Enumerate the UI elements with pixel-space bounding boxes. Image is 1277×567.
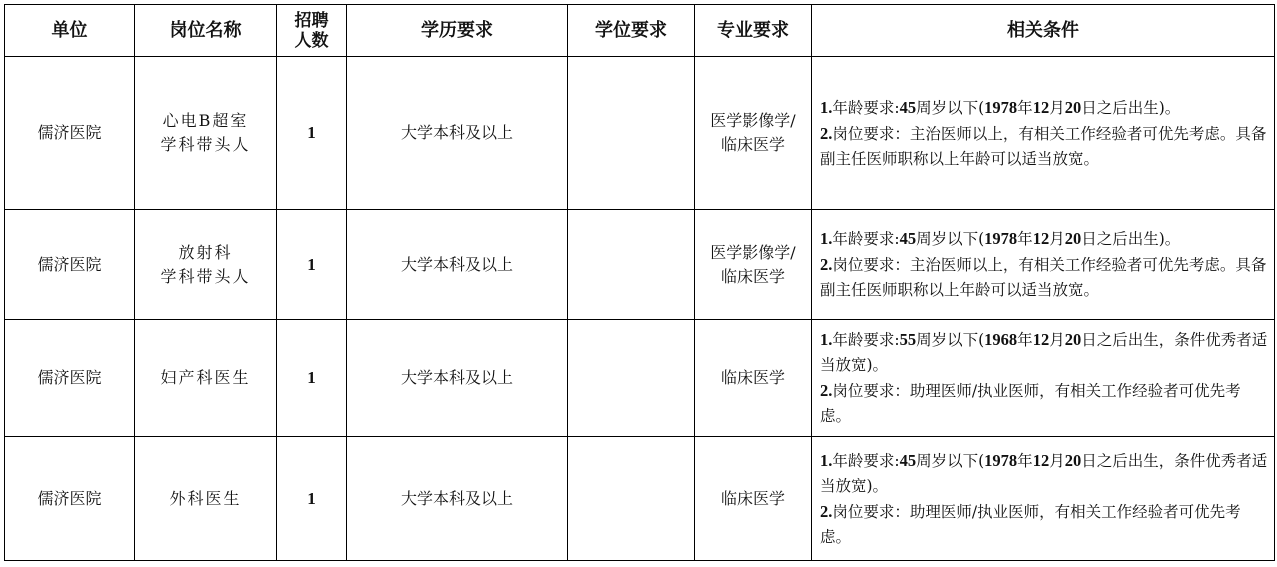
recruitment-table-wrapper: [4, 4, 1275, 561]
cell-conditions: [812, 320, 1275, 437]
cell-position: [135, 57, 277, 210]
condition-age: 1.年龄要求:45周岁以下(1978年12月20日之后出生)。: [820, 97, 1181, 117]
cell-degree: [568, 210, 695, 320]
major-line1: 医学影像学/: [710, 111, 796, 130]
recruitment-table: [4, 4, 1275, 561]
table-row: [5, 57, 1275, 210]
header-count: [277, 5, 347, 57]
major-line2: 临床医学: [720, 135, 785, 154]
table-body: [5, 57, 1275, 561]
cell-count: 1: [277, 57, 347, 210]
header-count-line2: 人数: [294, 30, 329, 51]
cell-major: [695, 57, 812, 210]
cell-count: 1: [277, 210, 347, 320]
condition-position: 2.岗位要求：主治医师以上，有相关工作经验者可优先考虑。具备副主任医师职称以上年龄可以适当放宽。: [820, 255, 1267, 299]
cell-position: 妇产科医生: [135, 320, 277, 437]
cell-degree: [568, 57, 695, 210]
cell-unit: 儒济医院: [5, 57, 135, 210]
position-line1: 放射科: [178, 242, 233, 262]
major-line2: 临床医学: [720, 266, 785, 286]
header-degree: 学位要求: [568, 5, 695, 57]
major-line1: 医学影像学/: [710, 242, 796, 262]
header-major: 专业要求: [695, 5, 812, 57]
condition-position: 2.岗位要求：助理医师/执业医师，有相关工作经验者可优先考虑。: [820, 501, 1241, 546]
table-header: [5, 5, 1275, 57]
table-row: [5, 437, 1275, 561]
condition-age: 1.年龄要求:55周岁以下(1968年12月20日之后出生，条件优秀者适当放宽)。: [820, 330, 1268, 374]
position-line2: 学科带头人: [160, 266, 251, 286]
cell-major: 临床医学: [695, 437, 812, 561]
table-row: [5, 320, 1275, 437]
cell-education: 大学本科及以上: [347, 210, 568, 320]
header-count-line1: 招聘: [294, 10, 329, 31]
header-position: 岗位名称: [135, 5, 277, 57]
cell-conditions: [812, 210, 1275, 320]
cell-unit: 儒济医院: [5, 437, 135, 561]
header-row: [5, 5, 1275, 57]
cell-major: 临床医学: [695, 320, 812, 437]
cell-position: [135, 210, 277, 320]
cell-count: 1: [277, 320, 347, 437]
cell-position: 外科医生: [135, 437, 277, 561]
cell-conditions: [812, 437, 1275, 561]
header-education: 学历要求: [347, 5, 568, 57]
cell-education: 大学本科及以上: [347, 437, 568, 561]
cell-degree: [568, 320, 695, 437]
header-conditions: 相关条件: [812, 5, 1275, 57]
position-line1: 心电B超室: [162, 111, 249, 130]
cell-unit: 儒济医院: [5, 320, 135, 437]
condition-age: 1.年龄要求:45周岁以下(1978年12月20日之后出生)。: [820, 229, 1181, 248]
cell-count: 1: [277, 437, 347, 561]
cell-unit: 儒济医院: [5, 210, 135, 320]
cell-education: 大学本科及以上: [347, 320, 568, 437]
position-line2: 学科带头人: [160, 135, 251, 154]
cell-conditions: [812, 57, 1275, 210]
header-unit: 单位: [5, 5, 135, 57]
cell-education: 大学本科及以上: [347, 57, 568, 210]
cell-major: [695, 210, 812, 320]
condition-position: 2.岗位要求：助理医师/执业医师，有相关工作经验者可优先考虑。: [820, 381, 1241, 425]
cell-degree: [568, 437, 695, 561]
table-row: [5, 210, 1275, 320]
condition-age: 1.年龄要求:45周岁以下(1978年12月20日之后出生，条件优秀者适当放宽)。: [820, 450, 1268, 495]
condition-position: 2.岗位要求：主治医师以上，有相关工作经验者可优先考虑。具备副主任医师职称以上年龄可以适当放宽。: [820, 123, 1267, 168]
